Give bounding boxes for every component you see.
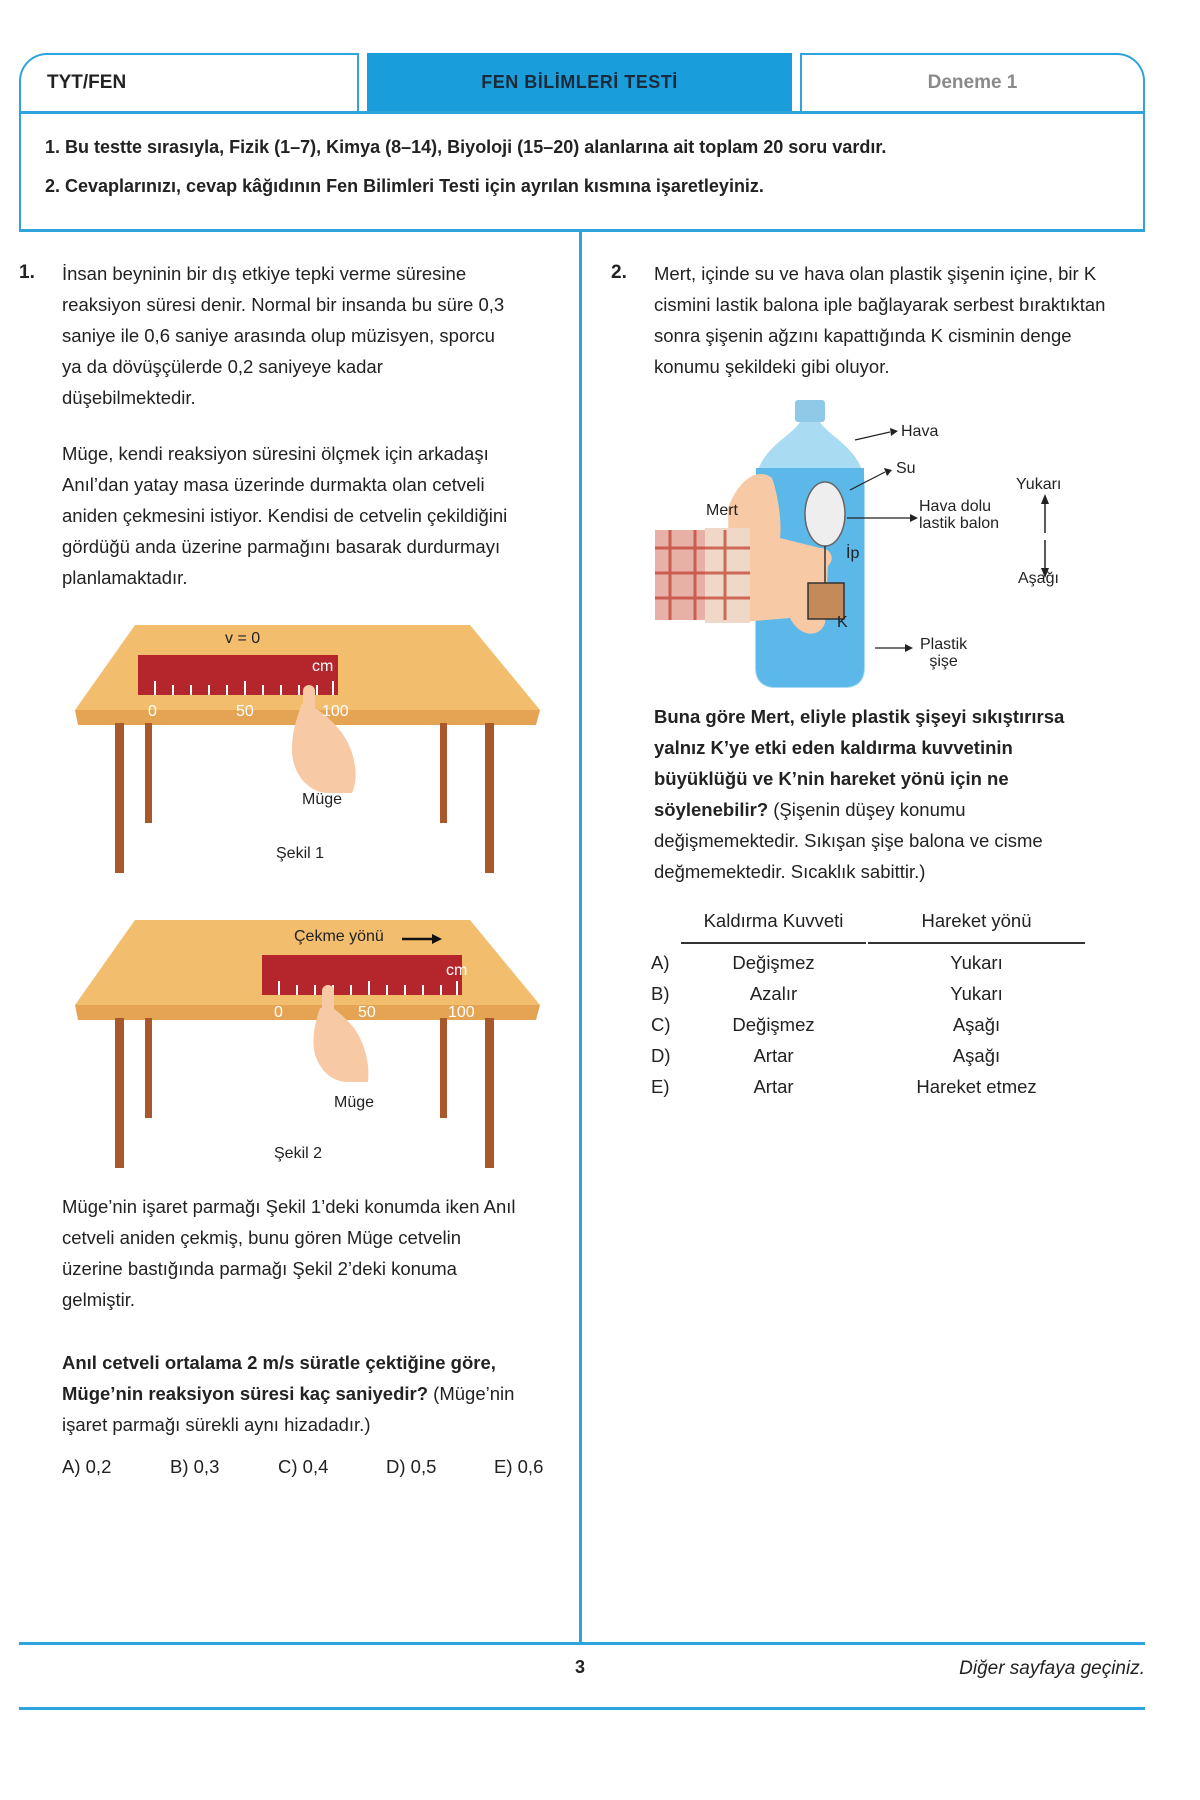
table-leg bbox=[145, 1018, 152, 1118]
table-leg bbox=[440, 1018, 447, 1118]
figure-2-table bbox=[70, 910, 550, 1180]
fig-up-label: Yukarı bbox=[1016, 476, 1062, 493]
table-row[interactable]: A) Değişmez Yukarı bbox=[651, 952, 1003, 973]
fig1-tick-100: 100 bbox=[322, 703, 349, 720]
air-balloon bbox=[805, 482, 845, 546]
table-row[interactable]: B) Azalır Yukarı bbox=[651, 983, 1003, 1004]
table-leg bbox=[485, 1018, 494, 1168]
fig-balloon-label: Hava dolu lastik balon bbox=[919, 498, 1000, 532]
fig2-person-label: Müge bbox=[334, 1094, 375, 1111]
fig2-tick-50: 50 bbox=[358, 1004, 376, 1021]
table-row[interactable]: E) Artar Hareket etmez bbox=[651, 1076, 1037, 1097]
figure-bottle bbox=[650, 398, 1090, 698]
fig1-unit: cm bbox=[312, 658, 334, 675]
fig-water-label: Su bbox=[896, 460, 916, 477]
fig1-person-label: Müge bbox=[302, 791, 343, 808]
table-leg bbox=[145, 723, 152, 823]
col-force-header: Kaldırma Kuvveti bbox=[703, 910, 844, 931]
fig-k-label: K bbox=[837, 614, 848, 631]
fig1-velocity: v = 0 bbox=[225, 630, 261, 647]
col-direction-header: Hareket yönü bbox=[921, 910, 1032, 931]
question-2-number: 2. bbox=[611, 262, 627, 283]
divider-top bbox=[19, 229, 1145, 232]
instructions-box bbox=[19, 111, 1145, 231]
table-row[interactable]: D) Artar Aşağı bbox=[651, 1045, 1001, 1066]
table-leg bbox=[115, 723, 124, 873]
fig2-direction: Çekme yönü bbox=[294, 928, 384, 945]
option-b[interactable]: B) 0,3 bbox=[170, 1456, 220, 1477]
fig2-tick-100: 100 bbox=[448, 1004, 475, 1021]
ruler bbox=[262, 955, 462, 995]
option-d[interactable]: D) 0,5 bbox=[386, 1456, 437, 1477]
next-page-note: Diğer sayfaya geçiniz. bbox=[959, 1658, 1145, 1679]
fig1-tick-0: 0 bbox=[148, 703, 157, 720]
header-test-title: FEN BİLİMLERİ TESTİ bbox=[367, 53, 792, 111]
column-divider bbox=[579, 232, 582, 1642]
bottle-cap bbox=[795, 400, 825, 422]
fig2-caption: Şekil 2 bbox=[274, 1145, 323, 1162]
question-1-options bbox=[62, 1456, 554, 1478]
table-leg bbox=[115, 1018, 124, 1168]
option-e[interactable]: E) 0,6 bbox=[494, 1456, 544, 1477]
table-row[interactable]: C) Değişmez Aşağı bbox=[651, 1014, 1001, 1035]
footer-divider-top bbox=[19, 1642, 1145, 1645]
question-1-stem: Anıl cetveli ortalama 2 m/s süratle çektiğine göre, Müge’nin reaksiyon süresi kaç saniyedir? (Müge’nin işaret parmağı sürekli aynı hizadadır.) bbox=[62, 1352, 515, 1435]
fig-down-label: Aşağı bbox=[1018, 570, 1059, 587]
fig-mert-label: Mert bbox=[706, 502, 738, 519]
fig1-caption: Şekil 1 bbox=[276, 845, 325, 862]
question-2-intro: Mert, içinde su ve hava olan plastik şişenin içine, bir K cismini lastik balona iple bağlayarak serbest bıraktıktan sonra şişenin ağzını kapattığında K cisminin denge konumu şekildeki gibi oluyor. bbox=[654, 263, 1106, 377]
question-1-number: 1. bbox=[19, 262, 35, 283]
page-number: 3 bbox=[574, 1657, 585, 1677]
fig-bottle-label: Plastik şişe bbox=[920, 636, 968, 670]
table-leg bbox=[485, 723, 494, 873]
table-leg bbox=[440, 723, 447, 823]
instruction-1: 1. Bu testte sırasıyla, Fizik (1–7), Kimya (8–14), Biyoloji (15–20) alanlarına ait toplam 20 soru vardır. bbox=[45, 137, 887, 157]
option-c[interactable]: C) 0,4 bbox=[278, 1456, 329, 1477]
question-1-result: Müge’nin işaret parmağı Şekil 1’deki konumda iken Anıl cetveli aniden çekmiş, bunu gören Müge cetvelin üzerine bastığında parmağı Şekil 2’deki konuma gelmiştir. bbox=[62, 1196, 516, 1310]
fig1-tick-50: 50 bbox=[236, 703, 254, 720]
question-1-setup: Müge, kendi reaksiyon süresini ölçmek için arkadaşı Anıl’dan yatay masa üzerinde durmakta olan cetveli aniden çekmesini istiyor. Kendisi de cetvelin çekildiğini gördüğü anda üzerine parmağını basarak durdurmayı planlamaktadır. bbox=[62, 443, 508, 588]
fig2-tick-0: 0 bbox=[274, 1004, 283, 1021]
footer-divider-bottom bbox=[19, 1707, 1145, 1710]
question-2-stem: Buna göre Mert, eliyle plastik şişeyi sıkıştırırsa yalnız K’ye etki eden kaldırma kuvvetinin büyüklüğü ve K’nin hareket yönü için ne söylenebilir? (Şişenin düşey konumu değişmemektedir. Sıkışan şişe balona ve cisme değmemektedir. Sıcaklık sabittir.) bbox=[654, 706, 1065, 882]
question-1-intro: İnsan beyninin bir dış etkiye tepki verme süresine reaksiyon süresi denir. Normal bir insanda bu süre 0,3 saniye ile 0,6 saniye arasında olup müzisyen, sporcu ya da dövüşçülerde 0,2 saniyeye kadar düşebilmektedir. bbox=[62, 263, 505, 408]
header-section-label: TYT/FEN bbox=[19, 53, 359, 111]
header-underline bbox=[868, 942, 1085, 944]
fig-air-label: Hava bbox=[901, 423, 939, 440]
header-exam-name: Deneme 1 bbox=[800, 53, 1145, 111]
header-underline bbox=[681, 942, 866, 944]
fig-rope-label: İp bbox=[846, 545, 860, 562]
instruction-2: 2. Cevaplarınızı, cevap kâğıdının Fen Bilimleri Testi için ayrılan kısmına işaretleyiniz. bbox=[45, 176, 764, 196]
fig2-unit: cm bbox=[446, 962, 468, 979]
option-a[interactable]: A) 0,2 bbox=[62, 1456, 112, 1477]
